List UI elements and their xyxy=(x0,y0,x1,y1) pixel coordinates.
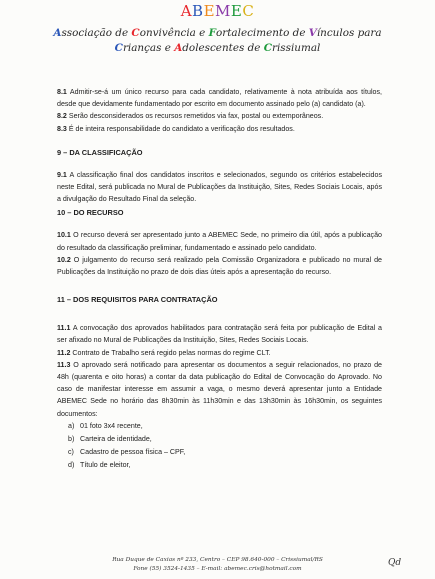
item-11-2 xyxy=(57,347,382,359)
capital-letter: A xyxy=(174,42,183,54)
item-8-2 xyxy=(57,110,382,122)
footer-contact-line: Fone (55) 3524-1435 – E-mail: abemec.cris@hotmail.com xyxy=(133,565,302,572)
item-number: 10.1 xyxy=(57,231,71,240)
logo-letter: C xyxy=(242,2,255,20)
capital-letter: A xyxy=(53,27,62,39)
item-text: Serão desconsiderados os recursos remetidos via fax, postal ou extemporâneos. xyxy=(68,112,324,121)
capital-letter: C xyxy=(131,27,140,39)
footer-address xyxy=(0,556,435,573)
list-item: c) Cadastro de pessoa física – CPF, xyxy=(68,447,186,456)
capital-letter: F xyxy=(208,27,217,39)
abemec-logo xyxy=(0,2,435,20)
item-number: 11.1 xyxy=(57,324,71,333)
logo-letter: M xyxy=(215,2,231,20)
word-rest: ínculos para xyxy=(316,27,382,39)
word-rest: ssociação de xyxy=(61,27,132,39)
logo-letter: E xyxy=(203,2,216,20)
item-text: É de inteira responsabilidade do candidato a verificação dos resultados. xyxy=(68,124,295,133)
item-number: 8.1 xyxy=(57,88,67,96)
organization-name-line2 xyxy=(0,41,435,56)
item-8-1 xyxy=(57,86,382,110)
logo-letter: B xyxy=(192,2,204,20)
item-number: 11.2 xyxy=(57,348,71,357)
section-10-heading: 10 – DO RECURSO xyxy=(57,208,124,218)
item-number: 9.1 xyxy=(57,170,67,179)
list-item: d) Título de eleitor, xyxy=(68,460,131,469)
documents-list xyxy=(57,420,382,472)
logo-letter: E xyxy=(230,2,243,20)
item-text: A convocação dos aprovados habilitados para contratação será feita por publicação de Edital a ser afixado no Mural de Publicações da Instituição, Sites, Redes Sociais Locais. xyxy=(57,324,382,345)
item-10-2 xyxy=(57,254,382,278)
item-text: A classificação final dos candidatos inscritos e selecionados, segundo os critérios estabelecidos neste Edital, será publicada no Mural de Publicações da Instituição, Sites, Redes Sociais Locais, após a divulgação do Resultado Final da seleção. xyxy=(57,170,382,204)
item-text: Contrato de Trabalho será regido pelas normas do regime CLT. xyxy=(72,348,271,357)
organization-name-line1 xyxy=(0,26,435,41)
organization-name xyxy=(0,26,435,56)
item-number: 10.2 xyxy=(57,255,71,264)
item-11-3 xyxy=(57,359,382,420)
item-number: 8.3 xyxy=(57,124,67,133)
item-text: O recurso deverá ser apresentado junto a ABEMEC Sede, no primeiro dia útil, após a publicação do resultado da classificação preliminar, fundamentado e assinado pelo candidato. xyxy=(57,231,382,252)
list-item: b) Carteira de identidade, xyxy=(68,434,152,443)
item-text: O aprovado será notificado para apresentar os documentos a seguir relacionados, no prazo de 48h (quarenta e oito horas) a contar da data publicação do Edital de Convocação do Aprovado. No caso de manifestar interesse em assumir a vaga, o mesmo deverá apresentar junto a Entidade ABEMEC Sede no horário das 8h30min às 11h30min e das 13h30min às 16h30min, os seguintes documentos: xyxy=(57,360,382,418)
item-text: Admitir-se-á um único recurso para cada candidato, relativamente à nota atribuída aos títulos, desde que devidamente fundamentado por escrito em documento assinado pelo (a) candidato (a). xyxy=(57,88,382,109)
item-number: 11.3 xyxy=(57,360,71,369)
item-number: 8.2 xyxy=(57,112,67,121)
item-text: O julgamento do recurso será realizado pela Comissão Organizadora e publicado no mural de Publicações da Instituição no prazo de dois dias úteis após a apresentação do recurso. xyxy=(57,255,382,277)
item-10-1 xyxy=(57,229,382,253)
section-11-heading: 11 – DOS REQUISITOS PARA CONTRATAÇÃO xyxy=(57,295,218,305)
capital-letter: C xyxy=(114,42,123,54)
handwritten-initials: Qd xyxy=(388,558,402,568)
document-body xyxy=(57,86,382,472)
item-9-1 xyxy=(57,169,382,206)
section-9-heading: 9 – DA CLASSIFICAÇÃO xyxy=(57,147,143,157)
capital-letter: C xyxy=(263,42,272,54)
list-item: a) 01 foto 3x4 recente, xyxy=(68,421,143,430)
item-8-3 xyxy=(57,123,382,135)
word-rest: onvivência e xyxy=(139,27,209,39)
word-rest: rianças e xyxy=(122,42,175,54)
capital-letter: V xyxy=(308,27,317,39)
word-rest: dolescentes de xyxy=(182,42,264,54)
footer-address-line: Rua Duque de Caxias nº 233, Centro – CEP 98.640-000 – Crissiumal/RS xyxy=(112,557,323,563)
logo-letter: A xyxy=(180,2,193,20)
word-rest: rissiumal xyxy=(272,42,321,54)
word-rest: ortalecimento de xyxy=(216,27,309,39)
item-11-1 xyxy=(57,322,382,346)
